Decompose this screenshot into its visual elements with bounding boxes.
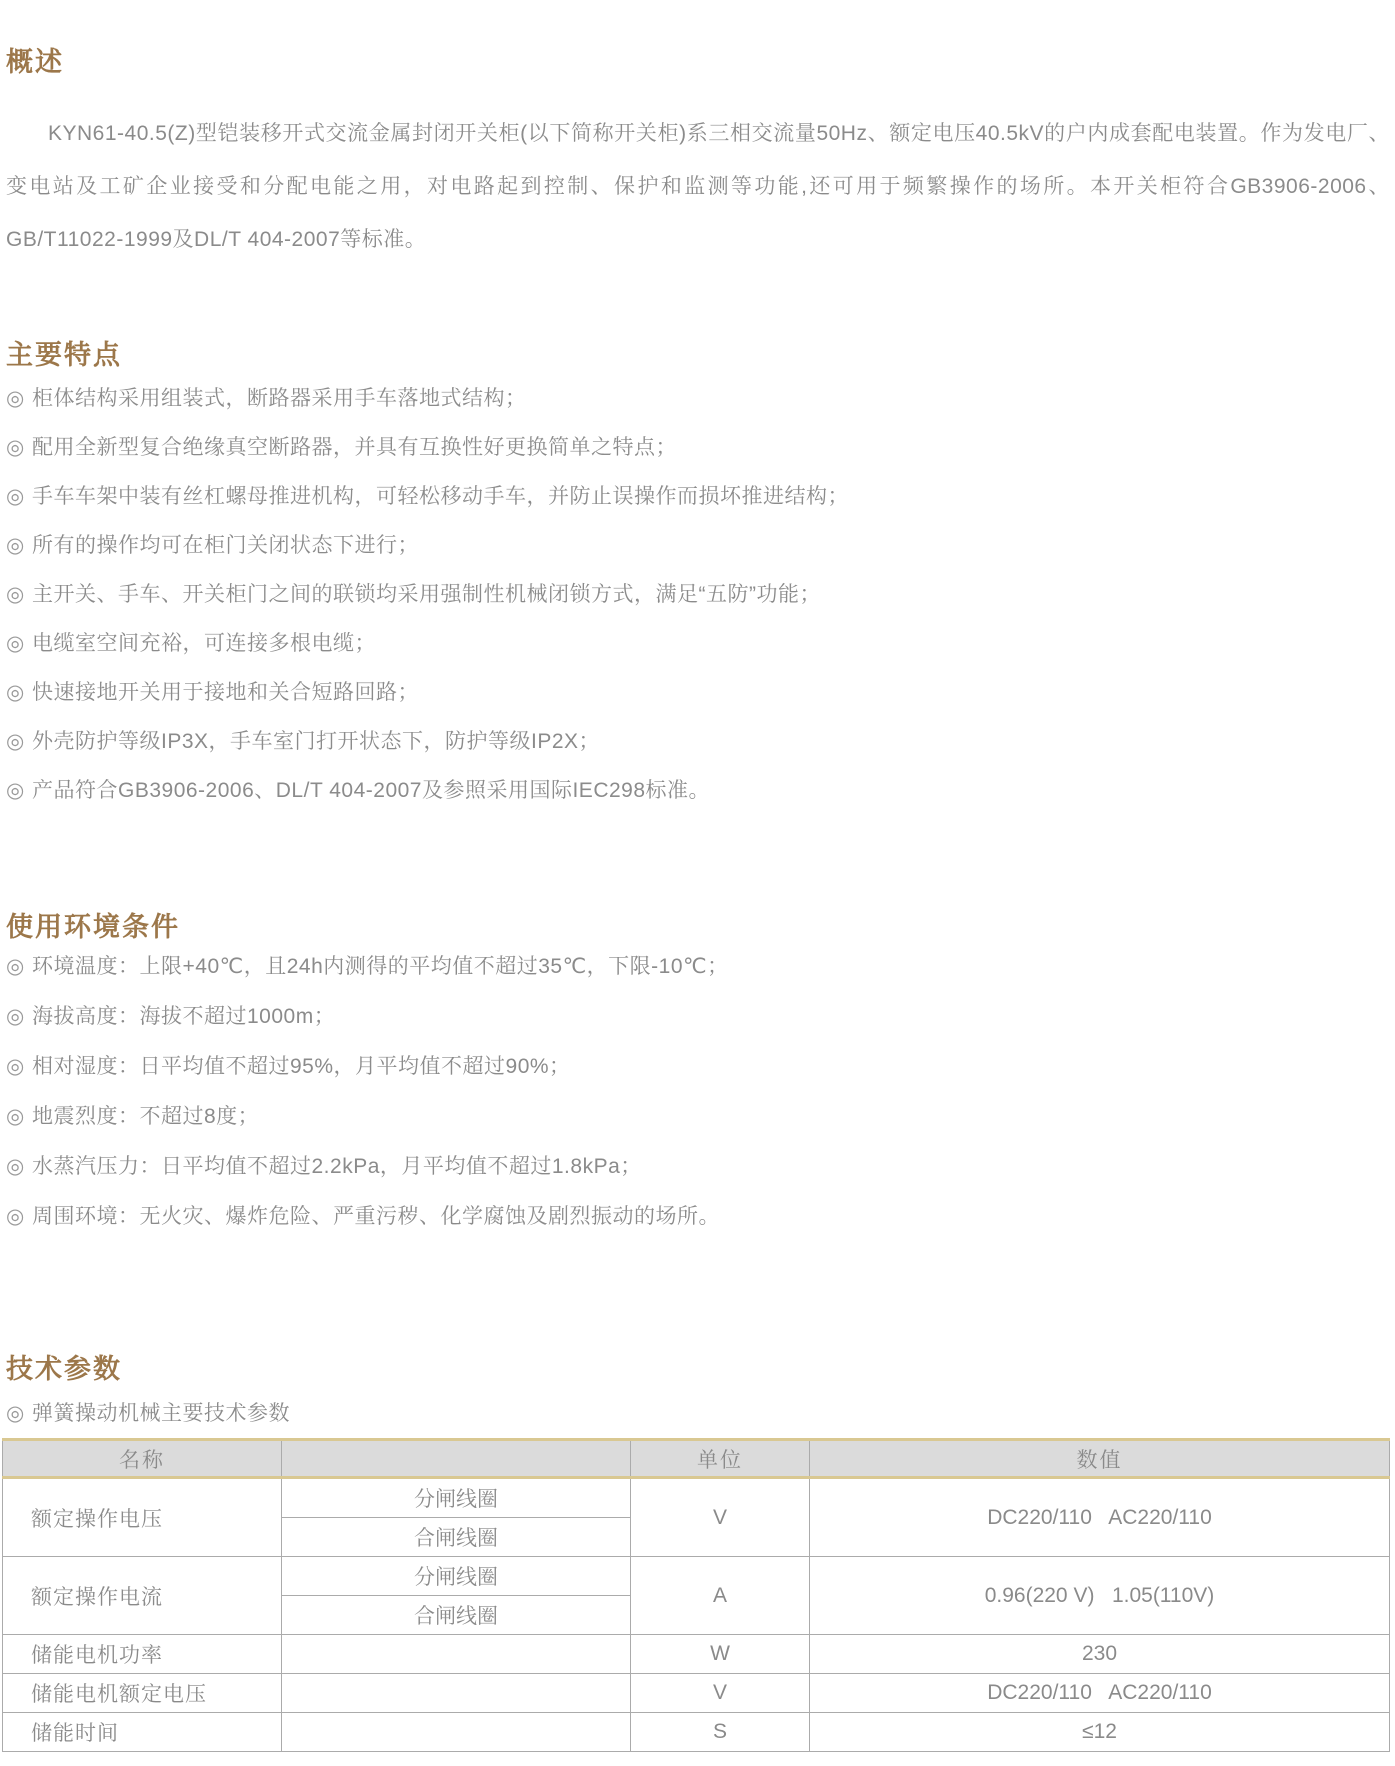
environment-text: 水蒸汽压力：日平均值不超过2.2kPa，月平均值不超过1.8kPa； <box>32 1155 642 1178</box>
bullet-icon: ◎ <box>6 534 25 557</box>
param-value-cell: DC220/110 AC220/110 <box>810 1478 1390 1557</box>
bullet-icon: ◎ <box>6 1205 25 1228</box>
header-value: 数值 <box>810 1440 1390 1478</box>
features-heading: 主要特点 <box>6 340 122 371</box>
param-sub-cell <box>282 1674 631 1713</box>
param-name-cell: 额定操作电流 <box>3 1557 282 1635</box>
param-value-cell: DC220/110 AC220/110 <box>810 1674 1390 1713</box>
feature-item <box>6 619 1390 668</box>
feature-text: 外壳防护等级IP3X，手车室门打开状态下，防护等级IP2X； <box>32 730 601 753</box>
param-unit-cell: V <box>631 1674 810 1713</box>
param-unit-cell: W <box>631 1635 810 1674</box>
header-unit: 单位 <box>631 1440 810 1478</box>
feature-item <box>6 717 1390 766</box>
param-name-cell: 储能时间 <box>3 1713 282 1752</box>
overview-heading: 概述 <box>6 47 64 78</box>
feature-item <box>6 423 1390 472</box>
environment-item <box>6 1192 1390 1242</box>
feature-text: 电缆室空间充裕，可连接多根电缆； <box>32 632 376 655</box>
parameters-subtitle <box>6 1401 290 1427</box>
environment-text: 周围环境：无火灾、爆炸危险、严重污秽、化学腐蚀及剧烈振动的场所。 <box>32 1205 720 1228</box>
param-unit-cell: V <box>631 1478 810 1557</box>
bullet-icon: ◎ <box>6 436 25 459</box>
bullet-icon: ◎ <box>6 632 25 655</box>
bullet-icon: ◎ <box>6 681 25 704</box>
environment-text: 地震烈度：不超过8度； <box>32 1105 260 1128</box>
bullet-icon: ◎ <box>6 1005 25 1028</box>
table-row <box>3 1557 1390 1596</box>
param-value-cell: 230 <box>810 1635 1390 1674</box>
feature-text: 所有的操作均可在柜门关闭状态下进行； <box>32 534 419 557</box>
bullet-icon: ◎ <box>6 730 25 753</box>
bullet-icon: ◎ <box>6 485 25 508</box>
environment-text: 海拔高度：海拔不超过1000m； <box>32 1005 336 1028</box>
feature-text: 主开关、手车、开关柜门之间的联锁均采用强制性机械闭锁方式，满足“五防”功能； <box>32 583 821 606</box>
param-value-cell: ≤12 <box>810 1713 1390 1752</box>
feature-item <box>6 521 1390 570</box>
table-row <box>3 1674 1390 1713</box>
param-sub-cell: 合闸线圈 <box>282 1518 631 1557</box>
param-unit-cell: A <box>631 1557 810 1635</box>
environment-item <box>6 1042 1390 1092</box>
bullet-icon: ◎ <box>6 1055 25 1078</box>
param-sub-cell: 分闸线圈 <box>282 1478 631 1518</box>
param-value-cell: 0.96(220 V) 1.05(110V) <box>810 1557 1390 1635</box>
bullet-icon: ◎ <box>6 1155 25 1178</box>
environment-item <box>6 942 1390 992</box>
feature-item <box>6 374 1390 423</box>
header-subname <box>282 1440 631 1478</box>
param-sub-cell <box>282 1713 631 1752</box>
environment-item <box>6 1092 1390 1142</box>
param-sub-cell <box>282 1635 631 1674</box>
environment-text: 相对湿度：日平均值不超过95%，月平均值不超过90%； <box>32 1055 571 1078</box>
table-row <box>3 1635 1390 1674</box>
table-row <box>3 1478 1390 1518</box>
header-name: 名称 <box>3 1440 282 1478</box>
feature-item <box>6 668 1390 717</box>
bullet-icon: ◎ <box>6 583 25 606</box>
bullet-icon: ◎ <box>6 1105 25 1128</box>
param-name-cell: 额定操作电压 <box>3 1478 282 1557</box>
environment-item <box>6 992 1390 1042</box>
parameters-subtitle-text: 弹簧操动机械主要技术参数 <box>32 1402 290 1425</box>
parameters-table <box>2 1438 1390 1752</box>
feature-text: 手车车架中装有丝杠螺母推进机构，可轻松移动手车，并防止误操作而损坏推进结构； <box>32 485 849 508</box>
param-sub-cell: 合闸线圈 <box>282 1596 631 1635</box>
feature-text: 产品符合GB3906-2006、DL/T 404-2007及参照采用国际IEC298标准。 <box>32 779 711 802</box>
bullet-icon: ◎ <box>6 1402 25 1425</box>
environment-heading: 使用环境条件 <box>6 912 180 943</box>
feature-text: 快速接地开关用于接地和关合短路回路； <box>32 681 419 704</box>
param-name-cell: 储能电机额定电压 <box>3 1674 282 1713</box>
param-sub-cell: 分闸线圈 <box>282 1557 631 1596</box>
feature-item <box>6 570 1390 619</box>
table-row <box>3 1713 1390 1752</box>
bullet-icon: ◎ <box>6 779 25 802</box>
parameters-heading: 技术参数 <box>6 1354 122 1385</box>
feature-text: 配用全新型复合绝缘真空断路器，并具有互换性好更换简单之特点； <box>32 436 677 459</box>
param-name-cell: 储能电机功率 <box>3 1635 282 1674</box>
environment-item <box>6 1142 1390 1192</box>
feature-text: 柜体结构采用组装式，断路器采用手车落地式结构； <box>32 387 527 410</box>
feature-item <box>6 766 1390 815</box>
table-header-row <box>3 1440 1390 1478</box>
environment-list <box>6 942 1390 1242</box>
environment-text: 环境温度：上限+40℃，且24h内测得的平均值不超过35℃，下限-10℃； <box>32 955 729 978</box>
param-unit-cell: S <box>631 1713 810 1752</box>
feature-item <box>6 472 1390 521</box>
bullet-icon: ◎ <box>6 955 25 978</box>
overview-paragraph: KYN61-40.5(Z)型铠装移开式交流金属封闭开关柜(以下简称开关柜)系三相交流量50Hz、额定电压40.5kV的户内成套配电装置。作为发电厂、变电站及工矿企业接受和分配电能之用，对电路起到控制、保护和监测等功能,还可用于频繁操作的场所。本开关柜符合GB3906-2006、GB/T11022-1999及DL/T 404-2007等标准。 <box>6 122 1390 251</box>
bullet-icon: ◎ <box>6 387 25 410</box>
features-list <box>6 374 1390 815</box>
